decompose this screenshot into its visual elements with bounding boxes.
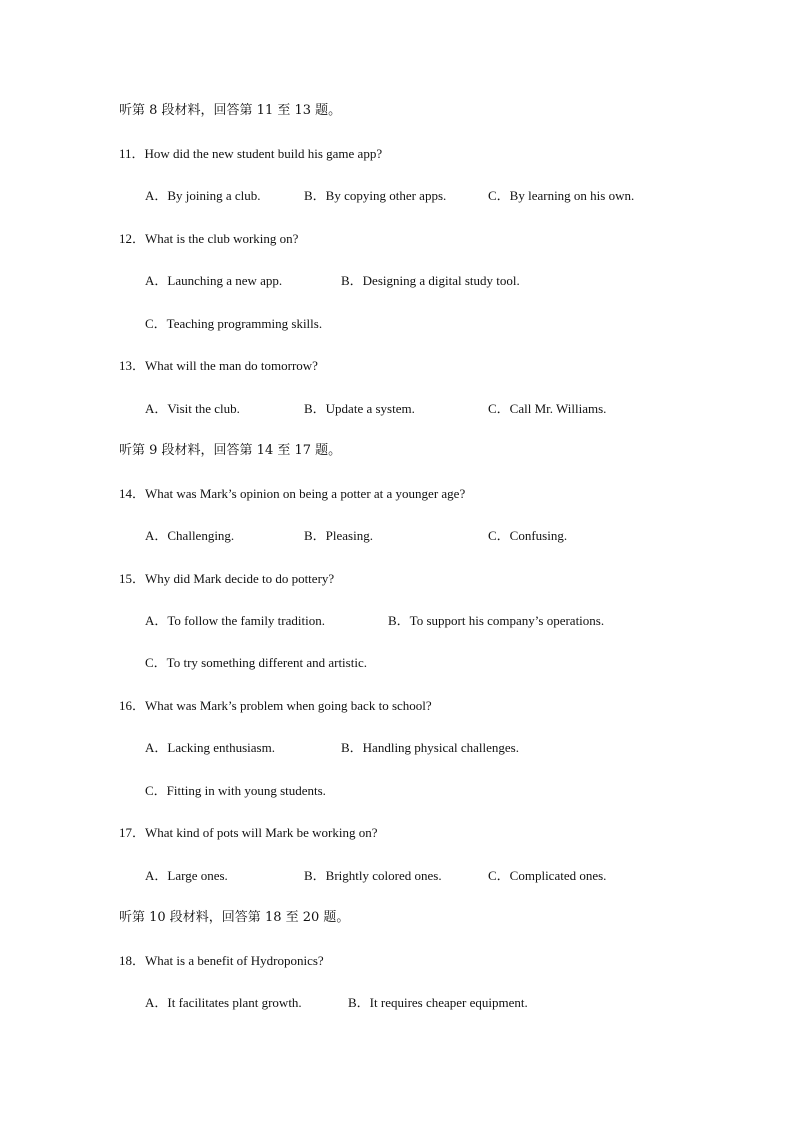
question-13-option-a: A．Visit the club. — [145, 401, 240, 416]
question-13-stem: 13．What will the man do tomorrow? — [119, 358, 318, 373]
question-16-option-a: A．Lacking enthusiasm. — [145, 740, 275, 755]
question-16-option-c: C．Fitting in with young students. — [145, 783, 326, 798]
question-14-option-a: A．Challenging. — [145, 528, 235, 543]
question-17-option-b: B．Brightly colored ones. — [304, 868, 442, 883]
question-14-stem: 14．What was Mark’s opinion on being a potter at a younger age? — [119, 486, 466, 501]
question-15-option-c: C．To try something different and artistic. — [145, 655, 367, 670]
question-16-stem: 16．What was Mark’s problem when going back to school? — [119, 698, 432, 713]
question-17-stem: 17．What kind of pots will Mark be working on? — [119, 825, 378, 840]
question-11-option-b: B．By copying other apps. — [304, 188, 447, 203]
question-15-stem: 15．Why did Mark decide to do pottery? — [119, 571, 335, 586]
question-15-option-a: A．To follow the family tradition. — [145, 613, 325, 628]
question-13-option-b: B．Update a system. — [304, 401, 415, 416]
question-18-stem: 18．What is a benefit of Hydroponics? — [119, 953, 324, 968]
question-14-option-c: C．Confusing. — [488, 528, 568, 543]
question-11-stem: 11．How did the new student build his game app? — [119, 146, 383, 161]
question-12-option-b: B．Designing a digital study tool. — [341, 273, 520, 288]
question-13-option-c: C．Call Mr. Williams. — [488, 401, 607, 416]
question-16-option-b: B．Handling physical challenges. — [341, 740, 519, 755]
question-11-option-c: C．By learning on his own. — [488, 188, 635, 203]
question-12-stem: 12．What is the club working on? — [119, 231, 299, 246]
section-heading-8: 听第 8 段材料，回答第 11 至 13 题。 — [119, 103, 342, 118]
section-heading-10: 听第 10 段材料，回答第 18 至 20 题。 — [119, 910, 350, 925]
question-17-option-a: A．Large ones. — [145, 868, 228, 883]
section-heading-9: 听第 9 段材料，回答第 14 至 17 题。 — [119, 443, 342, 458]
question-14-option-b: B．Pleasing. — [304, 528, 373, 543]
question-12-option-c: C．Teaching programming skills. — [145, 316, 323, 331]
question-18-option-b: B．It requires cheaper equipment. — [348, 995, 528, 1010]
question-18-option-a: A．It facilitates plant growth. — [145, 995, 302, 1010]
question-17-option-c: C．Complicated ones. — [488, 868, 607, 883]
question-12-option-a: A．Launching a new app. — [145, 273, 283, 288]
question-11-option-a: A．By joining a club. — [145, 188, 261, 203]
question-15-option-b: B．To support his company’s operations. — [388, 613, 605, 628]
